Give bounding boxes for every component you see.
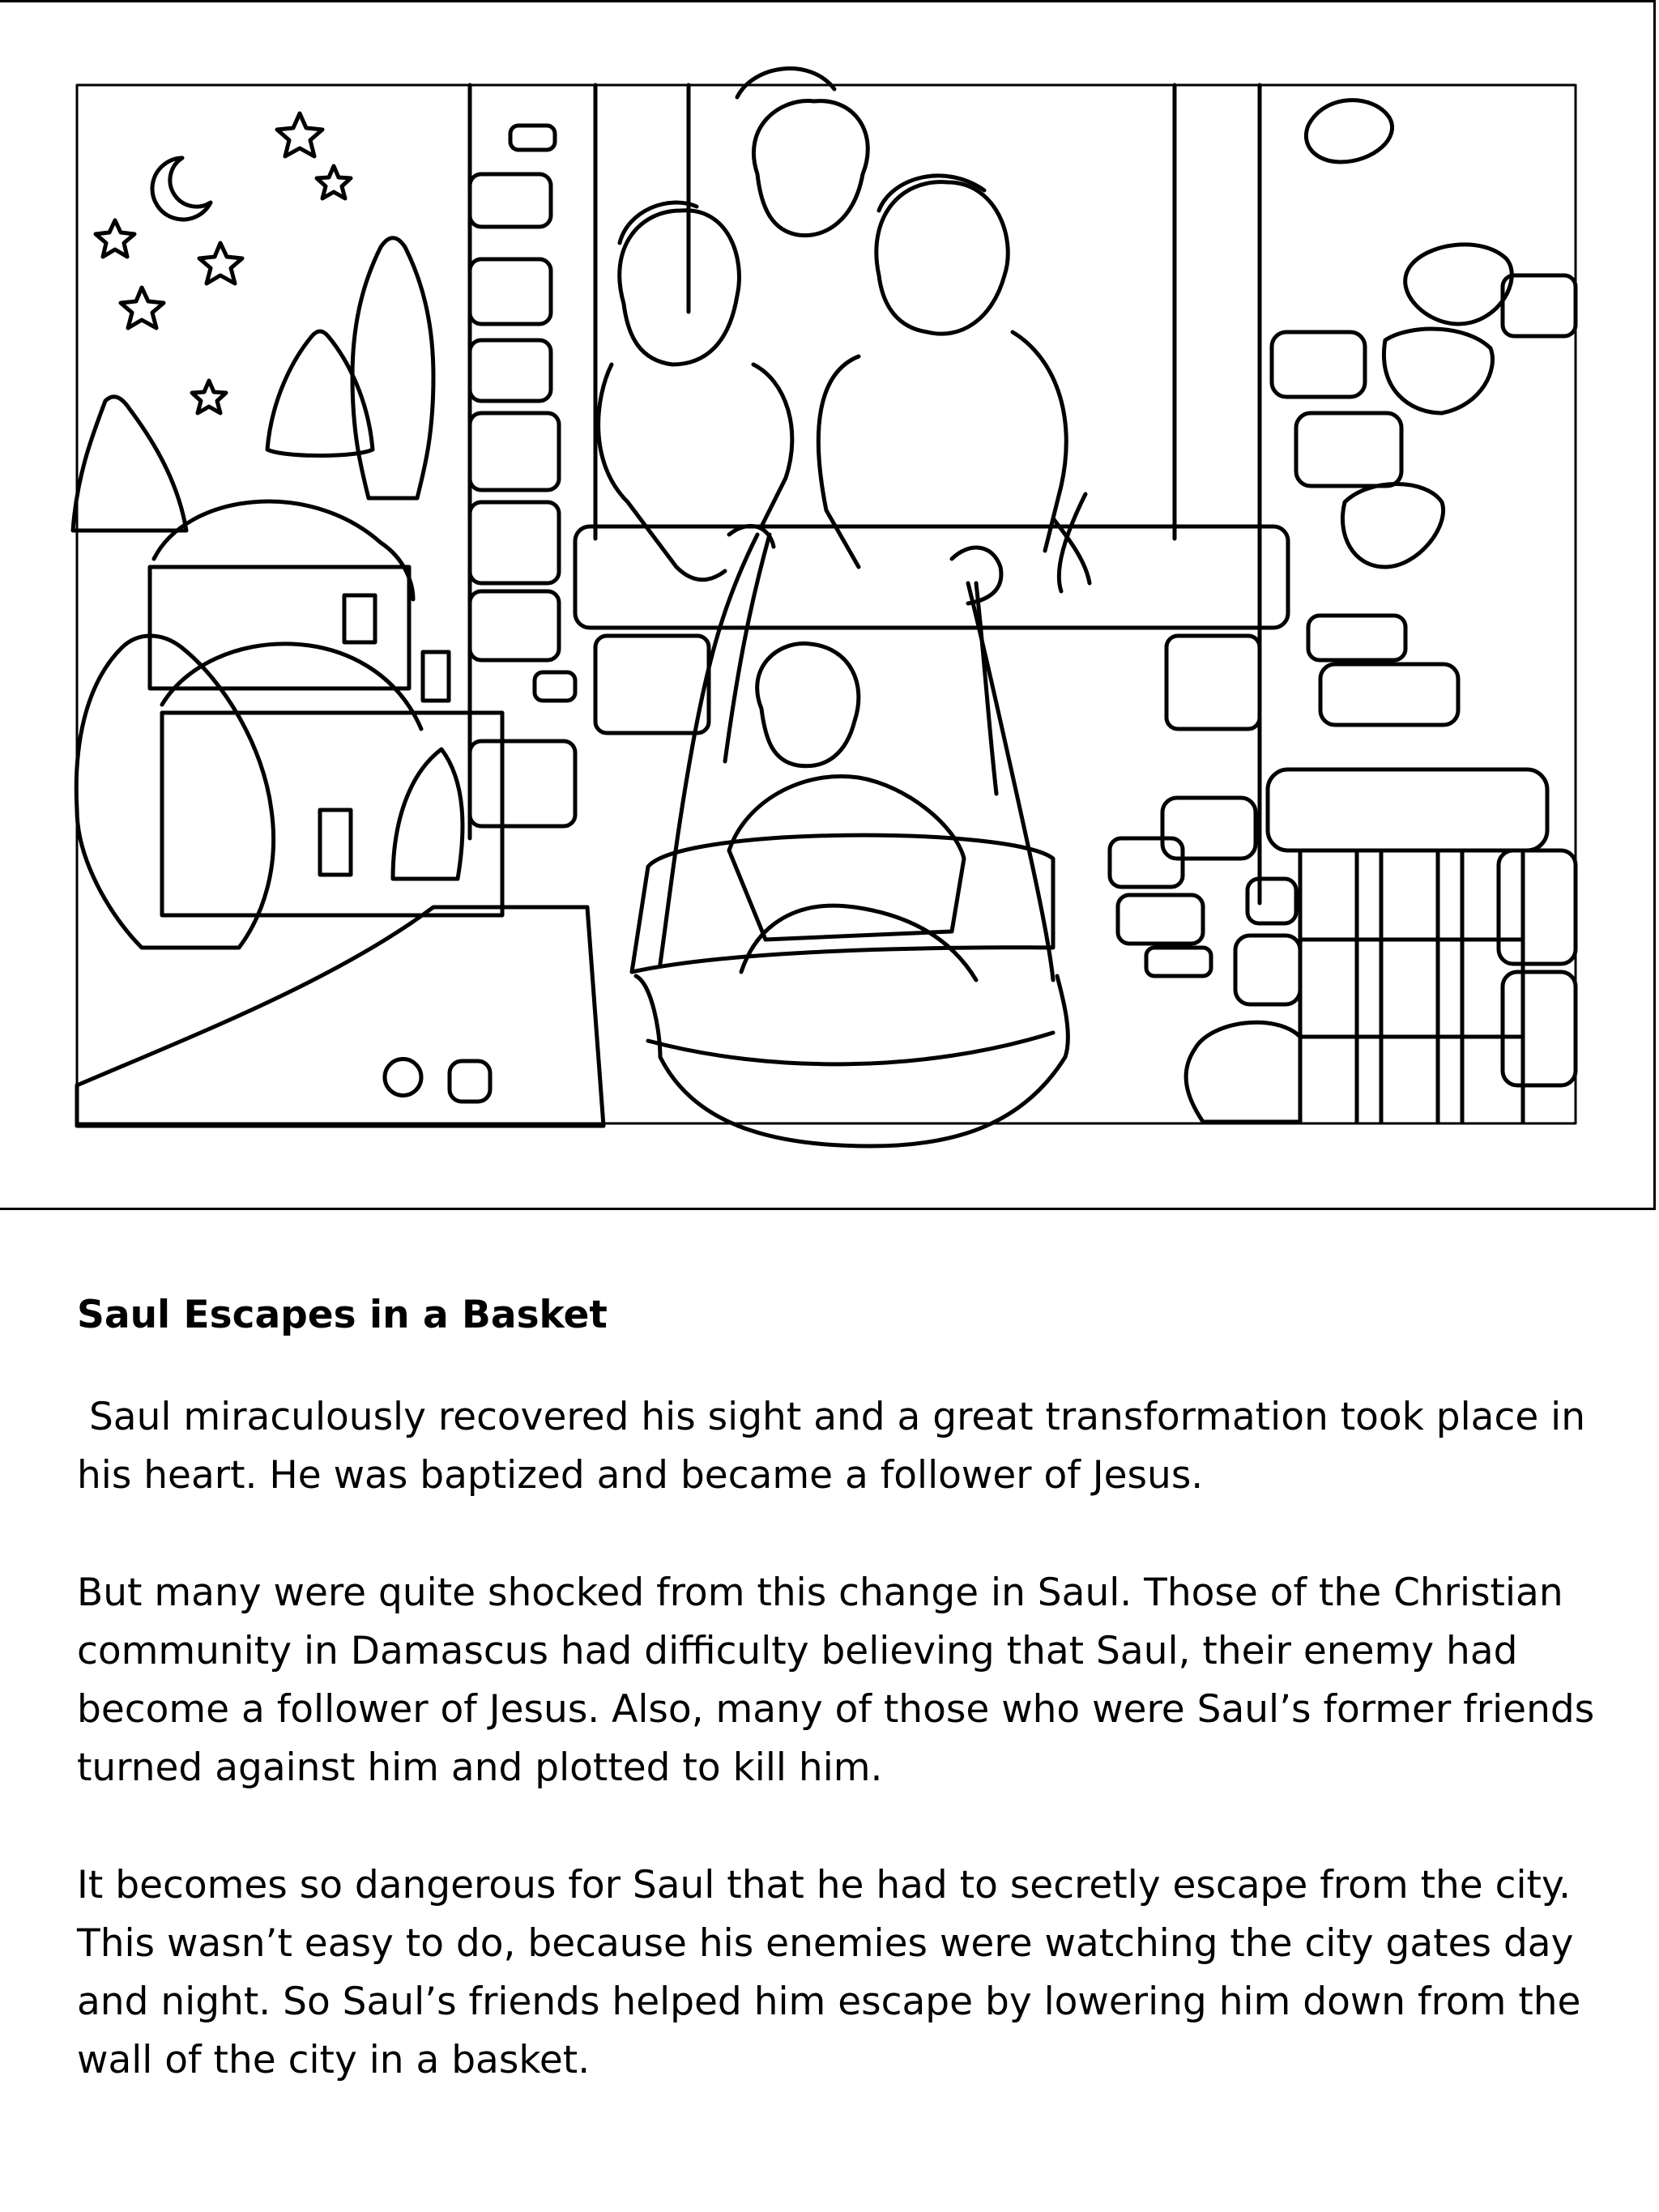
- story-paragraph-3: It becomes so dangerous for Saul that he had to secretly escape from the city. This wasn’t easy to do, because his enemies were watching the city gates day and night. So Saul’s friends helped him escape by lowering him down from the wall of the city in a basket.: [77, 1863, 1593, 2082]
- moon-icon: [152, 158, 211, 219]
- star-icons: [96, 113, 351, 413]
- building-icons: [77, 501, 603, 1126]
- story-paragraph-2: But many were quite shocked from this change in Saul. Those of the Christian community in Damascus had difficulty believing that Saul, their enemy had become a follower of Jesus. Also, many of those who were Saul’s former friends turned against him and plotted to kill him.: [77, 1571, 1607, 1790]
- story-title: Saul Escapes in a Basket: [77, 1293, 608, 1337]
- basket-and-ropes: [632, 494, 1090, 1146]
- story-paragraph-1: Saul miraculously recovered his sight and a great transformation took place in his heart. He was baptized and became a follower of Jesus.: [77, 1395, 1597, 1498]
- tree-icons: [73, 238, 463, 948]
- friends-figures: [599, 69, 1067, 603]
- picture-frame: [77, 85, 1576, 1123]
- city-wall: [470, 85, 1576, 1122]
- barred-window: [1268, 769, 1576, 1122]
- window-ledge: [575, 526, 1288, 733]
- story-text: [77, 1286, 1607, 2149]
